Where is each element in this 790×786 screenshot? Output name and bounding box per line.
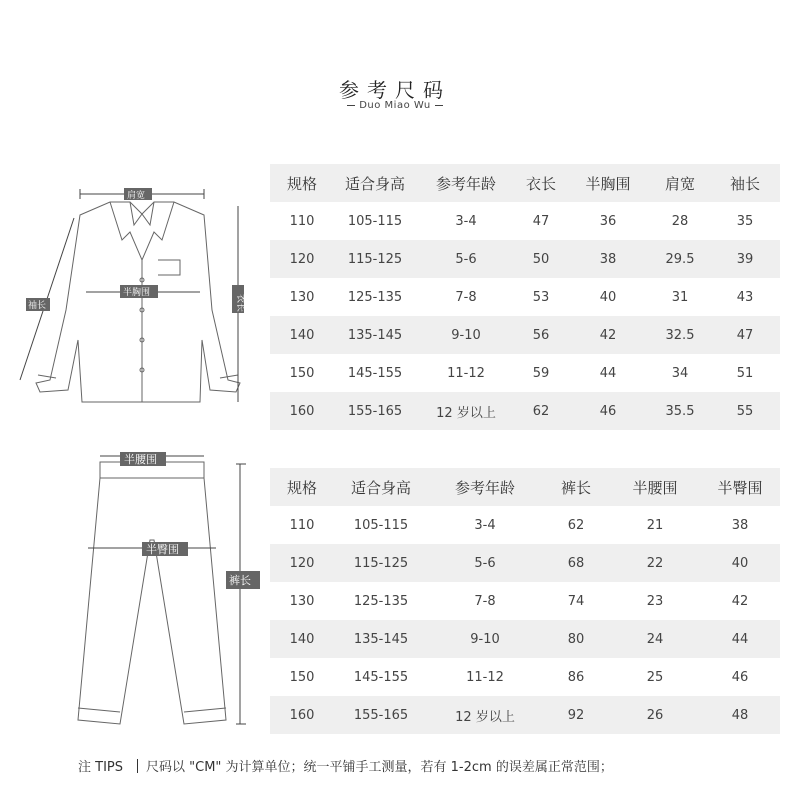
table-row: [270, 544, 780, 582]
footer-separator: [137, 759, 138, 773]
shirt-diagram: [10, 180, 260, 410]
table-cell: 92: [567, 707, 585, 723]
bottom-size-table: [270, 468, 780, 734]
table-cell: 39: [736, 251, 754, 267]
table-cell: 135-145: [347, 327, 403, 343]
table-cell: 42: [731, 593, 749, 609]
table-cell: 38: [599, 251, 617, 267]
footer-text: 尺码以 "CM" 为计算单位；统一平铺手工测量，若有 1-2cm 的误差属正常范围；: [146, 760, 613, 775]
table-cell: 25: [646, 669, 664, 685]
table-cell: 44: [731, 631, 749, 647]
table-cell: 38: [731, 517, 749, 533]
column-header: 适合身高: [344, 174, 405, 193]
table-cell: 155-165: [353, 707, 409, 723]
table-cell: 24: [646, 631, 664, 647]
table-cell: 62: [567, 517, 585, 533]
table-cell: 35.5: [665, 403, 695, 419]
table-cell: 3-4: [455, 213, 477, 229]
table-cell: 22: [646, 555, 664, 571]
table-cell: 53: [532, 289, 550, 305]
table-row: [270, 316, 780, 354]
table-row: [270, 696, 780, 734]
table-cell: 47: [736, 327, 754, 343]
table-cell: 32.5: [665, 327, 695, 343]
table-row: [270, 582, 780, 620]
table-cell: 150: [289, 365, 315, 381]
table-row: [270, 354, 780, 392]
table-cell: 145-155: [353, 669, 409, 685]
table-cell: 140: [289, 327, 315, 343]
table-cell: 5-6: [455, 251, 477, 267]
column-header: 参考年龄: [435, 174, 496, 193]
table-cell: 110: [289, 517, 315, 533]
table-cell: 56: [532, 327, 550, 343]
table-cell: 12 岁以上: [455, 709, 515, 725]
table-cell: 120: [289, 555, 315, 571]
footer-label: 注 TIPS: [78, 760, 123, 775]
table-cell: 140: [289, 631, 315, 647]
length-label: 衣长: [235, 294, 245, 313]
table-row: [270, 392, 780, 430]
table-cell: 9-10: [470, 631, 500, 647]
table-cell: 120: [289, 251, 315, 267]
column-header: 规格: [286, 478, 317, 497]
table-cell: 11-12: [466, 669, 504, 685]
table-cell: 115-125: [353, 555, 409, 571]
page-subtitle: [0, 100, 790, 111]
table-cell: 80: [567, 631, 585, 647]
table-cell: 48: [731, 707, 749, 723]
table-cell: 150: [289, 669, 315, 685]
table-cell: 23: [646, 593, 664, 609]
table-cell: 26: [646, 707, 664, 723]
footer-note: [78, 756, 613, 775]
top-size-table: [270, 164, 780, 430]
table-cell: 7-8: [455, 289, 477, 305]
table-cell: 110: [289, 213, 315, 229]
table-cell: 125-135: [353, 593, 409, 609]
table-cell: 31: [671, 289, 689, 305]
table-cell: 46: [731, 669, 749, 685]
table-cell: 160: [289, 707, 315, 723]
table-row: [270, 658, 780, 696]
table-cell: 12 岁以上: [436, 405, 496, 421]
table-cell: 40: [731, 555, 749, 571]
table-cell: 43: [736, 289, 754, 305]
table-cell: 29.5: [665, 251, 695, 267]
table-cell: 35: [736, 213, 754, 229]
table-header-row: [270, 164, 780, 202]
column-header: 参考年龄: [454, 478, 515, 497]
column-header: 规格: [286, 174, 317, 193]
table-cell: 62: [532, 403, 550, 419]
table-cell: 135-145: [353, 631, 409, 647]
table-cell: 86: [567, 669, 585, 685]
column-header: 袖长: [729, 174, 760, 193]
pants-length-label: 裤长: [229, 574, 251, 587]
table-cell: 105-115: [347, 213, 403, 229]
table-cell: 5-6: [474, 555, 496, 571]
table-cell: 34: [671, 365, 689, 381]
column-header: 肩宽: [664, 174, 695, 193]
table-cell: 59: [532, 365, 550, 381]
table-cell: 130: [289, 289, 315, 305]
shoulder-label: 肩宽: [127, 191, 146, 201]
table-cell: 160: [289, 403, 315, 419]
table-cell: 125-135: [347, 289, 403, 305]
column-header: 半胸围: [585, 174, 631, 193]
table-cell: 74: [567, 593, 585, 609]
column-header: 衣长: [525, 174, 556, 193]
column-header: 半臀围: [717, 478, 763, 497]
table-cell: 42: [599, 327, 617, 343]
table-cell: 40: [599, 289, 617, 305]
table-cell: 21: [646, 517, 664, 533]
table-cell: 46: [599, 403, 617, 419]
table-row: [270, 278, 780, 316]
table-row: [270, 506, 780, 544]
hip-label: 半臀围: [146, 543, 179, 556]
subtitle-text: Duo Miao Wu: [359, 100, 431, 111]
table-cell: 130: [289, 593, 315, 609]
table-cell: 55: [736, 403, 754, 419]
column-header: 裤长: [560, 478, 591, 497]
page-title: 参考尺码: [339, 78, 451, 102]
table-cell: 50: [532, 251, 550, 267]
table-cell: 28: [671, 213, 689, 229]
table-cell: 44: [599, 365, 617, 381]
table-cell: 3-4: [474, 517, 496, 533]
table-row: [270, 240, 780, 278]
table-row: [270, 620, 780, 658]
table-cell: 145-155: [347, 365, 403, 381]
table-cell: 11-12: [447, 365, 485, 381]
pants-diagram: [60, 450, 260, 735]
table-cell: 51: [736, 365, 754, 381]
waist-label: 半腰围: [124, 453, 157, 466]
sleeve-label: 袖长: [28, 301, 47, 311]
table-cell: 115-125: [347, 251, 403, 267]
table-cell: 47: [532, 213, 550, 229]
table-cell: 7-8: [474, 593, 496, 609]
table-header-row: [270, 468, 780, 506]
table-cell: 68: [567, 555, 585, 571]
table-cell: 155-165: [347, 403, 403, 419]
table-cell: 105-115: [353, 517, 409, 533]
table-cell: 9-10: [451, 327, 481, 343]
chest-label: 半胸围: [123, 288, 151, 298]
table-cell: 36: [599, 213, 617, 229]
table-row: [270, 202, 780, 240]
column-header: 半腰围: [632, 478, 678, 497]
column-header: 适合身高: [350, 478, 411, 497]
